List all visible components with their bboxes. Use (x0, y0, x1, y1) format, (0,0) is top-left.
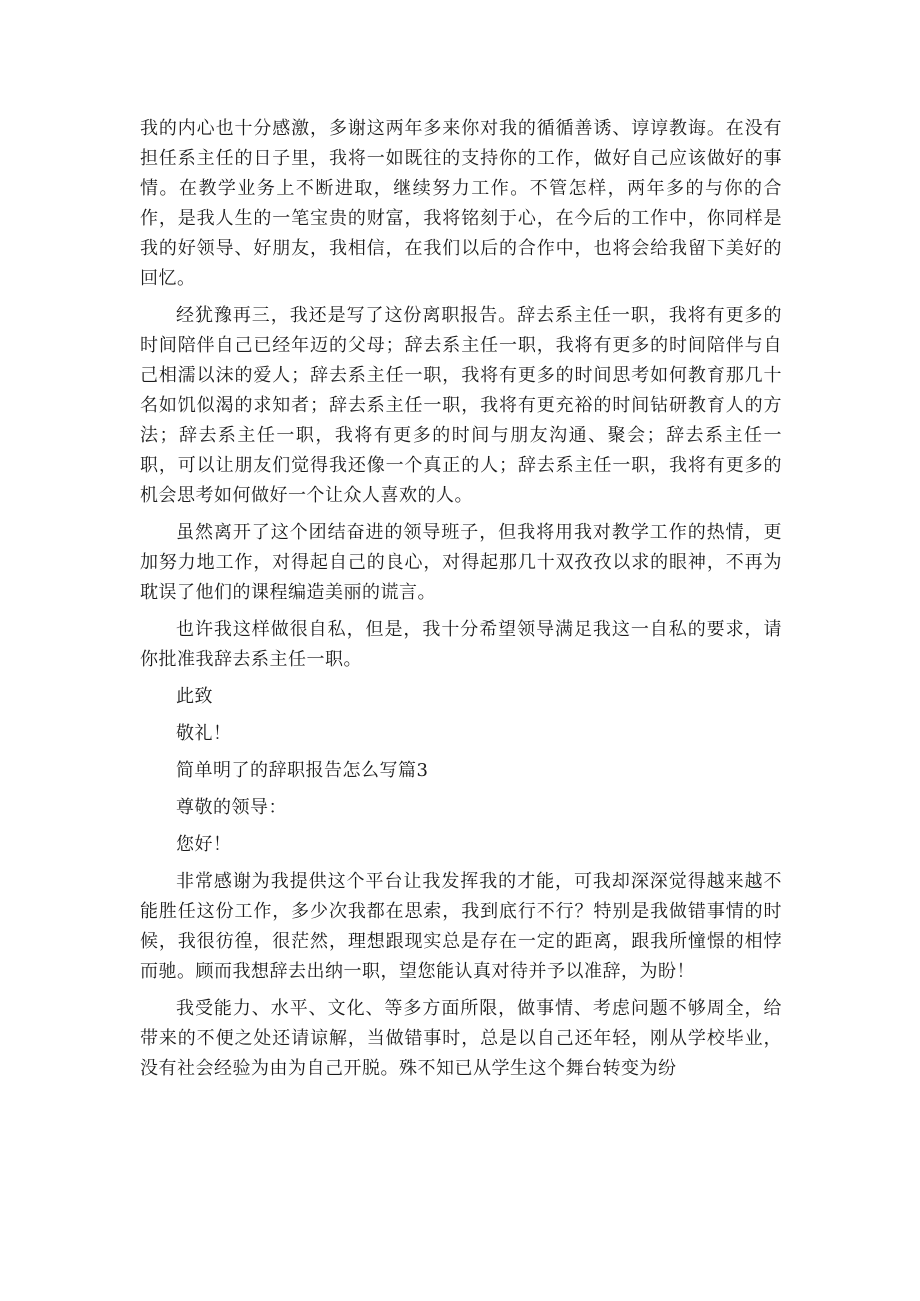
paragraph-limitations: 我受能力、水平、文化、等多方面所限，做事情、考虑问题不够周全，给带来的不便之处还请谅解，当做错事时，总是以自己还年轻，刚从学校毕业，没有社会经验为由为自己开脱。殊不知已从学生这个舞台转变为纷 (140, 998, 782, 1079)
paragraph-leaving-team: 虽然离开了这个团结奋进的领导班子，但我将用我对教学工作的热情，更加努力地工作，对得起自己的良心，对得起那几十双孜孜以求的眼神，不再为耽误了他们的课程编造美丽的谎言。 (140, 522, 782, 603)
section-heading: 简单明了的辞职报告怎么写篇3 (176, 760, 429, 781)
paragraph-gratitude: 我的内心也十分感激，多谢这两年多来你对我的循循善诱、谆谆教诲。在没有担任系主任的日子里，我将一如既往的支持你的工作，做好自己应该做好的事情。在教学业务上不断进取，继续努力工作。不管怎样，两年多的与你的合作，是我人生的一笔宝贵的财富，我将铭刻于心，在今后的工作中，你同样是我的好领导、好朋友，我相信，在我们以后的合作中，也将会给我留下美好的回忆。 (140, 118, 782, 289)
paragraph-resign-reasons: 经犹豫再三，我还是写了这份离职报告。辞去系主任一职，我将有更多的时间陪伴自己已经年迈的父母；辞去系主任一职，我将有更多的时间陪伴与自己相濡以沫的爱人；辞去系主任一职，我将有更多的时间思考如何教育那几十名如饥似渴的求知者；辞去系主任一职，我将有更充裕的时间钻研教育人的方法；辞去系主任一职，我将有更多的时间与朋友沟通、聚会；辞去系主任一职，可以让朋友们觉得我还像一个真正的人；辞去系主任一职，我将有更多的机会思考如何做好一个让众人喜欢的人。 (140, 305, 782, 506)
document-body (140, 114, 782, 1091)
paragraph-request: 也许我这样做很自私，但是，我十分希望领导满足我这一自私的要求，请你批准我辞去系主任一职。 (140, 619, 782, 670)
greeting-hello: 您好！ (176, 834, 232, 855)
closing-regards: 敬礼！ (176, 723, 232, 744)
closing-salutation: 此致 (176, 686, 213, 707)
greeting-address: 尊敬的领导： (176, 797, 287, 818)
paragraph-thanks: 非常感谢为我提供这个平台让我发挥我的才能，可我却深深觉得越来越不能胜任这份工作，多少次我都在思索，我到底行不行？特别是我做错事情的时候，我很彷徨，很茫然，理想跟现实总是存在一定的距离，跟我所憧憬的相悖而驰。顾而我想辞去出纳一职，望您能认真对待并予以准辞，为盼！ (140, 871, 782, 982)
